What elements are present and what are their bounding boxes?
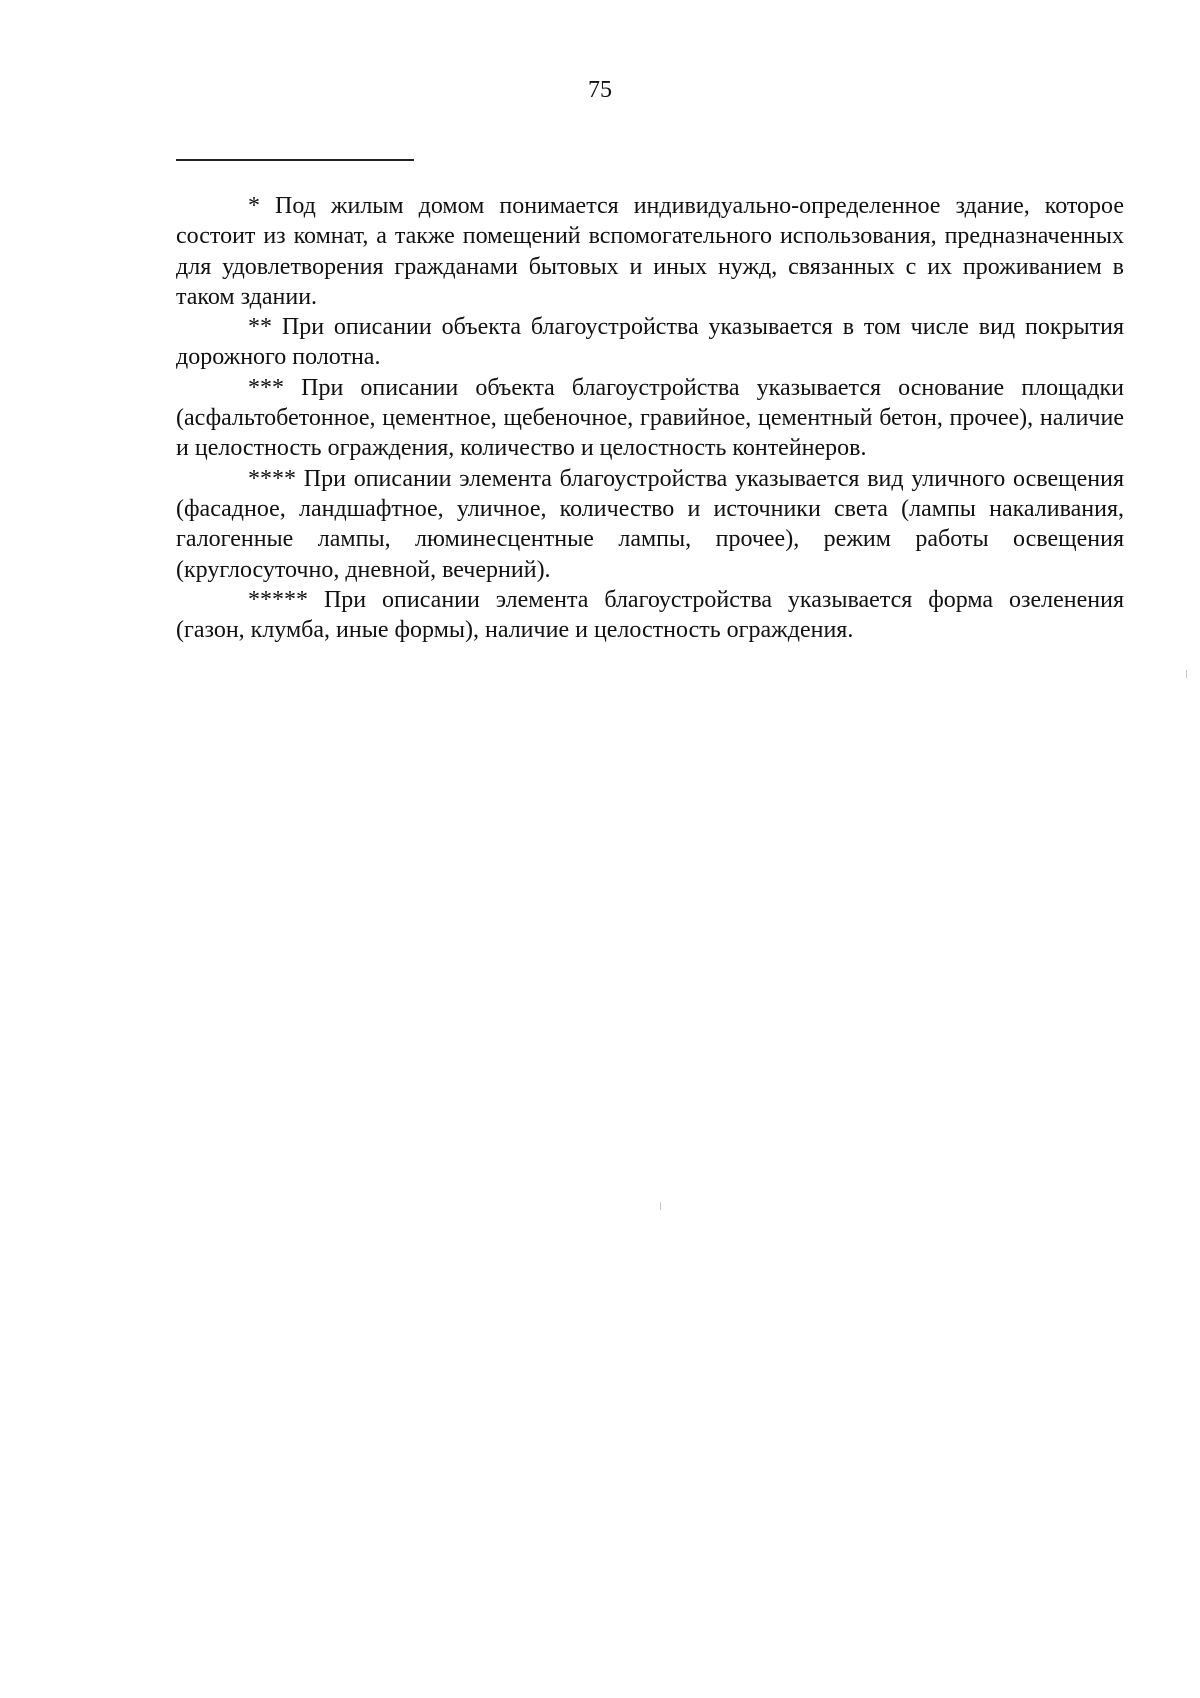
footnote-text: При описании объекта благоустройства указывается основание площадки (асфальтобетонное, цементное, щебеночное, гравийное, цементный бетон, прочее), наличие и целостность ограждения, количество и целостность контейнеров. bbox=[176, 374, 1124, 462]
footnotes-section bbox=[176, 191, 1124, 645]
footnote-marker: ***** bbox=[248, 586, 308, 613]
footnote-text: При описании объекта благоустройства указывается в том числе вид покрытия дорожного полотна. bbox=[176, 314, 1124, 371]
footnote-marker: * bbox=[248, 193, 260, 219]
footnote-text: При описании элемента благоустройства указывается вид уличного освещения (фасадное, ландшафтное, уличное, количество и источники света (лампы накаливания, галогенные лампы, люминесцентные лампы, прочее), режим работы освещения (круглосуточно, дневной, вечерний). bbox=[176, 465, 1124, 583]
footnote-marker: ** bbox=[248, 314, 272, 341]
footnote-text: Под жилым домом понимается индивидуально-определенное здание, которое состоит из комнат, а также помещений вспомогательного использования, предназначенных для удовлетворения гражданами бытовых и иных нужд, связанных с их проживанием в таком здании. bbox=[176, 193, 1124, 310]
page-number: 75 bbox=[588, 77, 612, 103]
footnote-separator bbox=[176, 159, 414, 161]
scan-artifact bbox=[1186, 670, 1187, 678]
footnote-marker: **** bbox=[248, 465, 296, 492]
footnote-text: При описании элемента благоустройства указывается форма озеленения (газон, клумба, иные формы), наличие и целостность ограждения. bbox=[176, 586, 1124, 644]
footnote-1 bbox=[176, 191, 1124, 312]
footnote-5 bbox=[176, 585, 1124, 646]
footnote-3 bbox=[176, 373, 1124, 464]
footnote-4 bbox=[176, 464, 1124, 585]
footnote-2 bbox=[176, 312, 1124, 373]
scan-artifact bbox=[660, 1202, 661, 1210]
footnote-marker: *** bbox=[248, 374, 284, 401]
